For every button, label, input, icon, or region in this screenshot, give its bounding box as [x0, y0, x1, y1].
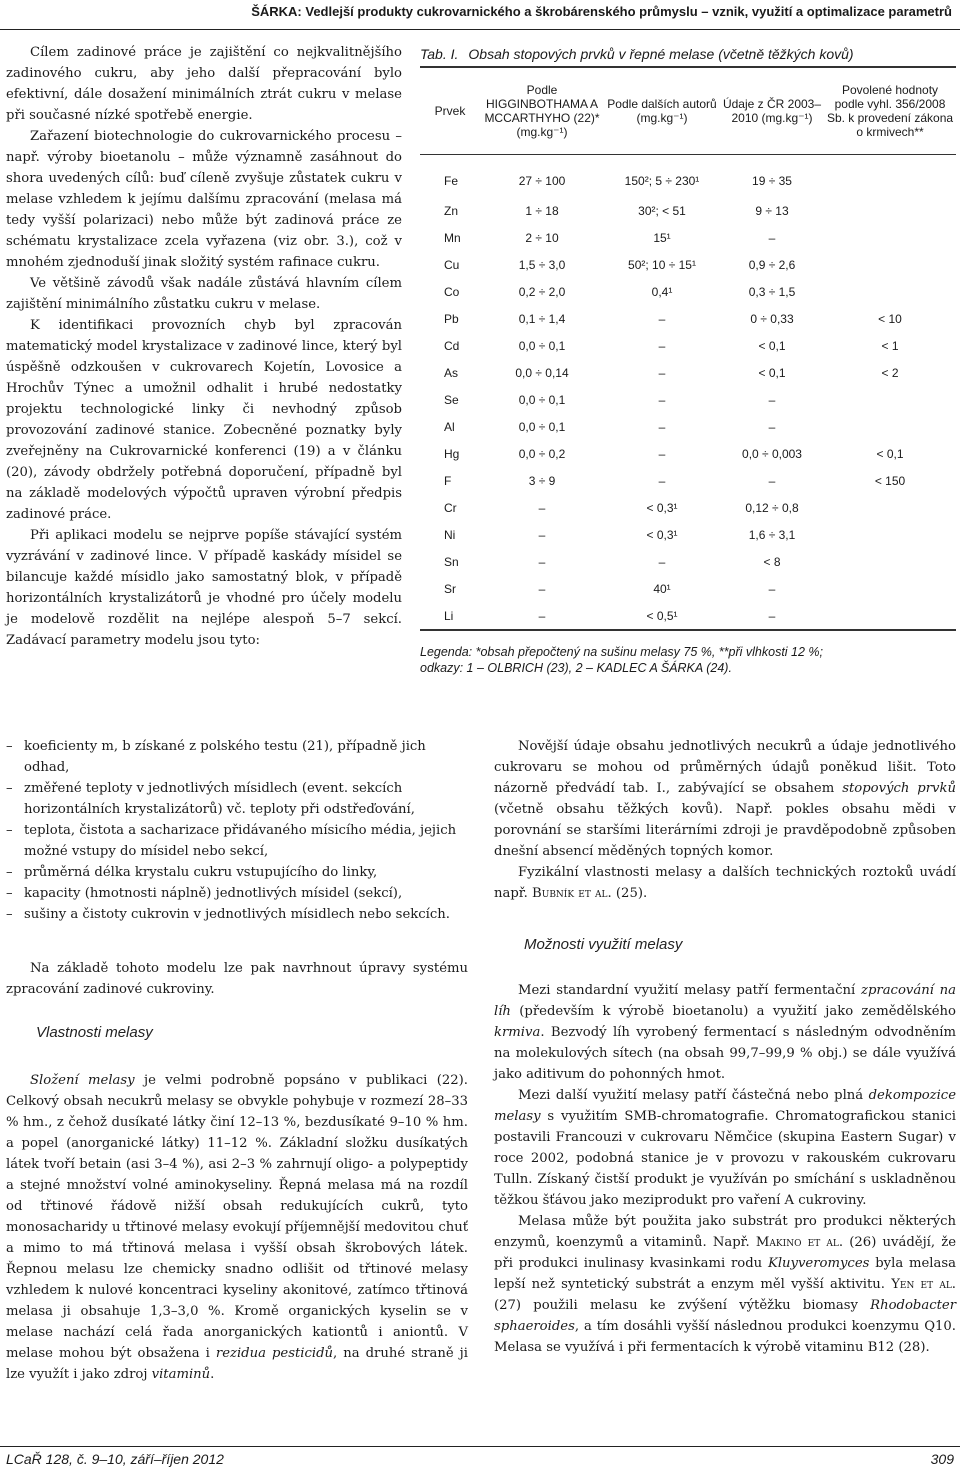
table-number: Tab. I.: [420, 46, 459, 62]
table-cell: –: [658, 446, 666, 461]
text-run: (27) použili melasu ke zvýšení výtěžku biomasy: [494, 1298, 871, 1313]
table-row: [420, 359, 956, 386]
citation-author: Yen et al.: [891, 1277, 956, 1292]
text-run: Novější údaje obsahu jednotlivých necukrů a údaje jednotlivého cukrovaru se mohou od průměrných údajů poněkud lišit. Toto názorně předvádí tab. I., zabývající se obsahem: [494, 739, 956, 796]
section-heading-moznosti: Možnosti využití melasy: [524, 936, 683, 953]
table-cell: < 0,3¹: [646, 500, 678, 515]
table-cell: [824, 155, 956, 198]
text-run: (včetně obsahu těžkých kovů). Např. pokles obsahu mědi v porovnání se staršími literárními zdroji je pravděpodobně způsoben dnešní absencí měděných topných komor.: [494, 802, 956, 859]
italic-term: dekompozice melasy: [494, 1088, 956, 1124]
table-cell: 50²; 10 ÷ 15¹: [628, 257, 696, 272]
table-cell: [824, 224, 956, 251]
header-cell: Podle HIGGINBOTHAMA A MCCARTHYHO (22)* (mg.kg⁻¹): [480, 67, 604, 155]
element-cell: Pb: [444, 311, 459, 326]
header-cell: Prvek: [420, 67, 480, 155]
table-cell: 0,3 ÷ 1,5: [748, 284, 796, 299]
running-title: ŠÁRKA: Vedlejší produkty cukrovarnického a škrobárenského průmyslu – vznik, využití a optimalizace parametrů: [251, 4, 952, 19]
table-cell: –: [768, 581, 776, 596]
table-cell: < 0,5¹: [604, 602, 720, 630]
text-run: Mezi standardní využití melasy patří fermentační: [518, 983, 861, 998]
text-run: je velmi podrobně popsáno v publikaci (22). Celkový obsah necukrů melasy se obvykle pohybuje v rozmezí 28–33 % hm., z čehož dusíkaté látky činí 12–13 %, bezdusíkaté 9–10 % hm. a popel (anorganické látky) 11–12 %. Základní složku dusíkatých látek tvoří betain (asi 3–4 %), asi 2–3 % zahrnují oligo- a polypeptidy a stejné množství volné aminokyseliny. Řepná melasa má na rozdíl od třtinové řádově nižší obsah redukujících cukrů, tyto monosacharidy u třtinové melasy evokují příjemnější medovitou chuť a mimo to má třtinová melasa i vyšší obsah škrobových látek. Řepnou melasu lze chemicky snadno odlišit od třtinové melasy vzhledem k nulové koncentraci kyseliny akonitové, zatímco třtinová melasa ji obsahuje 1,3–3,0 %. Kromě organických kyselin se v melase nachází celá řada anorganických kationtů i aniontů. V melase mohou být obsažena i: [6, 1073, 468, 1361]
list-item: – koeficienty m, b získané z polského testu (21), případně jich odhad,: [6, 736, 468, 778]
table-row: [420, 602, 956, 630]
parameter-list: [6, 736, 468, 925]
table-row: [420, 278, 956, 305]
citation-author: Makino et al.: [755, 1235, 844, 1250]
table-cell: 1,6 ÷ 3,1: [748, 527, 796, 542]
legend-line: Legenda: *obsah přepočtený na sušinu melasy 75 %, **při vlhkosti 12 %;: [420, 645, 824, 659]
page-footer: [0, 1446, 960, 1471]
legend-line: odkazy: 1 – OLBRICH (23), 2 – KADLEC A ŠÁRKA (24).: [420, 661, 732, 675]
table-cell: [824, 494, 956, 521]
paragraph: Ve většině závodů však nadále zůstává hlavním cílem zajištění minimálního zůstatku cukru v melase.: [6, 276, 402, 312]
table-cell: [824, 602, 956, 630]
table-row: [420, 467, 956, 494]
table-row: [420, 386, 956, 413]
page-number: 309: [930, 1451, 954, 1467]
list-item: – teplota, čistota a sacharizace přidávaného mísicího média, jejich možné vstupy do mísidel nebo sekcí,: [6, 820, 468, 862]
table-cell: 0,0 ÷ 0,14: [515, 365, 569, 380]
parameter-list-block: [6, 736, 468, 925]
text-run: . Bezvodý líh vyrobený fermentací s následným odvodněním na molekulových sítech (na obsah 99,7–99,9 % obj.) se dále využívá jako aditivum do pohonných hmot.: [494, 1025, 956, 1082]
table-cell: [824, 521, 956, 548]
list-item: – průměrná délka krystalu cukru vstupujícího do linky,: [6, 862, 468, 883]
table-cell: [824, 575, 956, 602]
table-cell: –: [538, 527, 546, 542]
table-cell: –: [658, 419, 666, 434]
italic-term: Kluyveromyces: [767, 1256, 870, 1271]
element-cell: Fe: [444, 174, 459, 188]
element-cell: Cd: [444, 338, 460, 353]
journal-citation: LCaŘ 128, č. 9–10, září–říjen 2012: [6, 1451, 224, 1467]
table-cell: 0,0 ÷ 0,1: [518, 419, 566, 434]
italic-term: rezidua pesticidů: [215, 1346, 334, 1361]
element-cell: Mn: [444, 230, 461, 245]
running-header: [0, 0, 960, 30]
table-body: [420, 155, 956, 631]
table-cell: –: [768, 230, 776, 245]
element-cell: As: [444, 365, 459, 380]
text-run: (25).: [611, 886, 648, 901]
table-cell: 150²; 5 ÷ 230¹: [624, 174, 700, 188]
header-cell: Podle dalších autorů (mg.kg⁻¹): [604, 67, 720, 155]
table-cell: –: [658, 554, 666, 569]
table-row: [420, 413, 956, 440]
text-run: .: [210, 1367, 215, 1382]
table-cell: 0,4¹: [651, 284, 673, 299]
list-item: – kapacity (hmotnosti náplně) jednotlivých mísidel (sekcí),: [6, 883, 468, 904]
table-cell: < 1: [881, 338, 899, 353]
table-cell: 30²; < 51: [638, 203, 686, 218]
text-run: Mezi další využití melasy patří částečná nebo plná: [518, 1088, 869, 1103]
table-cell: 9 ÷ 13: [755, 203, 789, 218]
header-cell: Povolené hodnoty podle vyhl. 356/2008 Sb. k provedení zákona o krmivech**: [824, 67, 956, 155]
italic-term: zpracování na líh: [494, 983, 957, 1019]
table-cell: 40¹: [653, 581, 671, 596]
element-cell: F: [444, 473, 452, 488]
element-cell: Al: [444, 419, 455, 434]
table-cell: –: [720, 602, 824, 630]
table-cell: –: [768, 392, 776, 407]
table-row: [420, 224, 956, 251]
left-paragraph-slozeni: [6, 1070, 468, 1385]
text-run: byla melasa lepší než syntetický substrát a enzym měl vyšší aktivitu.: [494, 1256, 957, 1292]
element-cell: Cu: [444, 257, 460, 272]
table-cell: < 10: [878, 311, 902, 326]
table-row: [420, 521, 956, 548]
paragraph: [494, 980, 956, 1085]
italic-term: krmiva: [494, 1025, 541, 1040]
italic-term: Složení melasy: [30, 1073, 135, 1088]
table-cell: 0,0 ÷ 0,1: [518, 338, 566, 353]
paragraph: [494, 862, 956, 904]
table-cell: < 2: [881, 365, 899, 380]
element-cell: Sn: [444, 554, 459, 569]
text-run: , a tím dosáhli vyšší následnou produkci koenzymu Q10. Melasa se využívá i při fermentacích k výrobě vitaminu B12 (28).: [494, 1319, 956, 1355]
element-cell: Hg: [444, 446, 460, 461]
table-cell: 3 ÷ 9: [528, 473, 556, 488]
table-caption: [420, 46, 956, 62]
table-cell: 0,0 ÷ 0,1: [518, 392, 566, 407]
table-cell: [824, 386, 956, 413]
table-cell: < 0,1: [876, 446, 904, 461]
paragraph: Cílem zadinové práce je zajištění co nejkvalitnějšího zadinového cukru, aby jeho další přepracování bylo efektivní, dále dosažení minimálních ztrát cukru v melase při současné nízké spotřebě energie.: [6, 45, 402, 123]
table-cell: [824, 278, 956, 305]
paragraph: [494, 736, 956, 862]
table-cell: –: [658, 365, 666, 380]
table-cell: < 0,1: [758, 338, 786, 353]
paragraph: Na základě tohoto modelu lze pak navrhnout úpravy systému zpracování zadinové cukroviny.: [6, 961, 468, 997]
table-cell: –: [538, 581, 546, 596]
table-row: [420, 548, 956, 575]
table-cell: 2 ÷ 10: [525, 230, 559, 245]
element-cell: Se: [444, 392, 459, 407]
text-run: Fyzikální vlastnosti melasy a dalších technických roztoků uvádí např.: [494, 865, 956, 901]
table-cell: –: [538, 554, 546, 569]
table-cell: [824, 413, 956, 440]
list-item: – sušiny a čistoty cukrovin v jednotlivých mísidlech nebo sekcích.: [6, 904, 468, 925]
table-cell: –: [768, 419, 776, 434]
citation-author: Bubník et al.: [532, 886, 612, 901]
table-cell: 0,12 ÷ 0,8: [745, 500, 799, 515]
left-column-top: [6, 42, 402, 651]
table-cell: –: [538, 500, 546, 515]
table-cell: 0,9 ÷ 2,6: [748, 257, 796, 272]
left-paragraph-model: [6, 958, 468, 1000]
table-legend: [420, 644, 956, 676]
table-row: [420, 494, 956, 521]
element-cell: Zn: [444, 203, 459, 218]
table-cell: 19 ÷ 35: [752, 174, 792, 188]
table-cell: 0,1 ÷ 1,4: [518, 311, 566, 326]
text-run: Melasa může být použita jako substrát pro produkci některých enzymů, koenzymů a vitaminů. Např.: [494, 1214, 956, 1250]
table-cell: < 150: [874, 473, 906, 488]
right-column: [494, 736, 956, 904]
list-item: – změřené teploty v jednotlivých mísidlech (event. sekcích horizontálních krystalizátorů) vč. teploty při odstřeďování,: [6, 778, 468, 820]
element-cell: Ni: [444, 527, 456, 542]
paragraph: [6, 1070, 468, 1385]
italic-term: Rhodobacter sphaeroides: [494, 1298, 956, 1334]
table-cell: [824, 548, 956, 575]
paragraph: Zařazení biotechnologie do cukrovarnického procesu – např. výroby bioetanolu – může významně zasáhnout do shora uvedených cílů: buď cíleně zvyšuje zůstatek cukru v melase vzhledem k jejímu dalšímu zpracování (melasa má tedy vyšší polarizaci) nebo může být zadinová práce ze schématu krystalizace zcela vyřazena (viz obr. 3.), což v mnohém zjednoduší jinak složitý systém rafinace cukru.: [6, 129, 402, 270]
table-cell: 27 ÷ 100: [518, 174, 566, 188]
table-cell: 0,0 ÷ 0,2: [518, 446, 566, 461]
table-cell: [824, 251, 956, 278]
table-cell: 1,5 ÷ 3,0: [518, 257, 566, 272]
table-cell: –: [480, 602, 604, 630]
paragraph: Při aplikaci modelu se nejprve popíše stávající systém vyzrávání v zadinové lince. V případě kaskády mísidel se bilancuje každé mísidlo jako samostatný blok, v případě horizontálních krystalizátorů je vhodné pro účely modelu je modelově rozdělit na nejlépe alespoň 5–7 sekcí. Zadávací parametry modelu jsou tyto:: [6, 528, 402, 648]
table-row: [420, 305, 956, 332]
table-row: [420, 251, 956, 278]
right-column-lower: [494, 980, 956, 1358]
table-cell: < 8: [763, 554, 781, 569]
table-cell: 1 ÷ 18: [525, 203, 559, 218]
paragraph: [494, 1085, 956, 1211]
paragraph: [494, 1211, 956, 1358]
italic-term: stopových prvků: [842, 781, 956, 796]
table-cell: 15¹: [653, 230, 671, 245]
table-cell: –: [768, 473, 776, 488]
table-caption-text: Obsah stopových prvků v řepné melase (včetně těžkých kovů): [468, 46, 854, 62]
text-run: s využitím SMB-chromatografie. Chromatografickou stanici postavili Francouzi v cukrovaru Němčice (skupina Eastern Sugar) v roce 2002, podobná stanice je v provozu v rakouském cukrovaru Tulln. Získaný čistší produkt je využíván po smíchání s uskladněnou těžkou šťávou jako meziprodukt pro vaření A cukroviny.: [494, 1109, 956, 1208]
header-cell: Údaje z ČR 2003–2010 (mg.kg⁻¹): [720, 67, 824, 155]
text-run: (26) uvádějí, že při produkci inulinasy kvasinkami rodu: [494, 1235, 957, 1271]
text-run: (především k výrobě bioetanolu) a využití jako zemědělského: [510, 1004, 956, 1019]
table-cell: [824, 197, 956, 224]
trace-elements-table: [420, 66, 956, 631]
table-row: [420, 575, 956, 602]
element-cell: Sr: [444, 581, 456, 596]
table-cell: 0 ÷ 0,33: [750, 311, 794, 326]
element-cell: Co: [444, 284, 460, 299]
table-row: [420, 440, 956, 467]
table-cell: –: [658, 311, 666, 326]
table-cell: 0,0 ÷ 0,003: [742, 446, 802, 461]
table-cell: –: [658, 338, 666, 353]
table-cell: < 0,3¹: [646, 527, 678, 542]
table-row: [420, 332, 956, 359]
italic-term: vitaminů: [151, 1367, 211, 1382]
table-cell: –: [658, 473, 666, 488]
text-run: , na druhé straně ji lze využít i jako zdroj: [6, 1346, 468, 1382]
section-heading-vlastnosti: Vlastnosti melasy: [36, 1024, 153, 1041]
table-row: [420, 155, 956, 198]
element-cell: Cr: [444, 500, 457, 515]
element-cell: Li: [420, 602, 480, 630]
table-header-row: [420, 67, 956, 155]
table-row: [420, 197, 956, 224]
paragraph: K identifikaci provozních chyb byl zpracován matematický model krystalizace v zadinové lince, který byl úspěšně odzkoušen v cukrovarech Kojetín, Lovosice a Hrochův Týnec a umožnil odhalit i hrubé nedostatky projektu technologické linky či nevhodný způsob provozování zadinové stanice. Zobecněné poznatky byly zveřejněny na Cukrovarnické konferenci (19) a v článku (20), závody obdržely potřebná doporučení, případně byl na základě modelových výpočtů upraven výrobní předpis zadinové práce.: [6, 318, 402, 522]
table-cell: –: [658, 392, 666, 407]
table-cell: < 0,1: [758, 365, 786, 380]
table-cell: 0,2 ÷ 2,0: [518, 284, 566, 299]
